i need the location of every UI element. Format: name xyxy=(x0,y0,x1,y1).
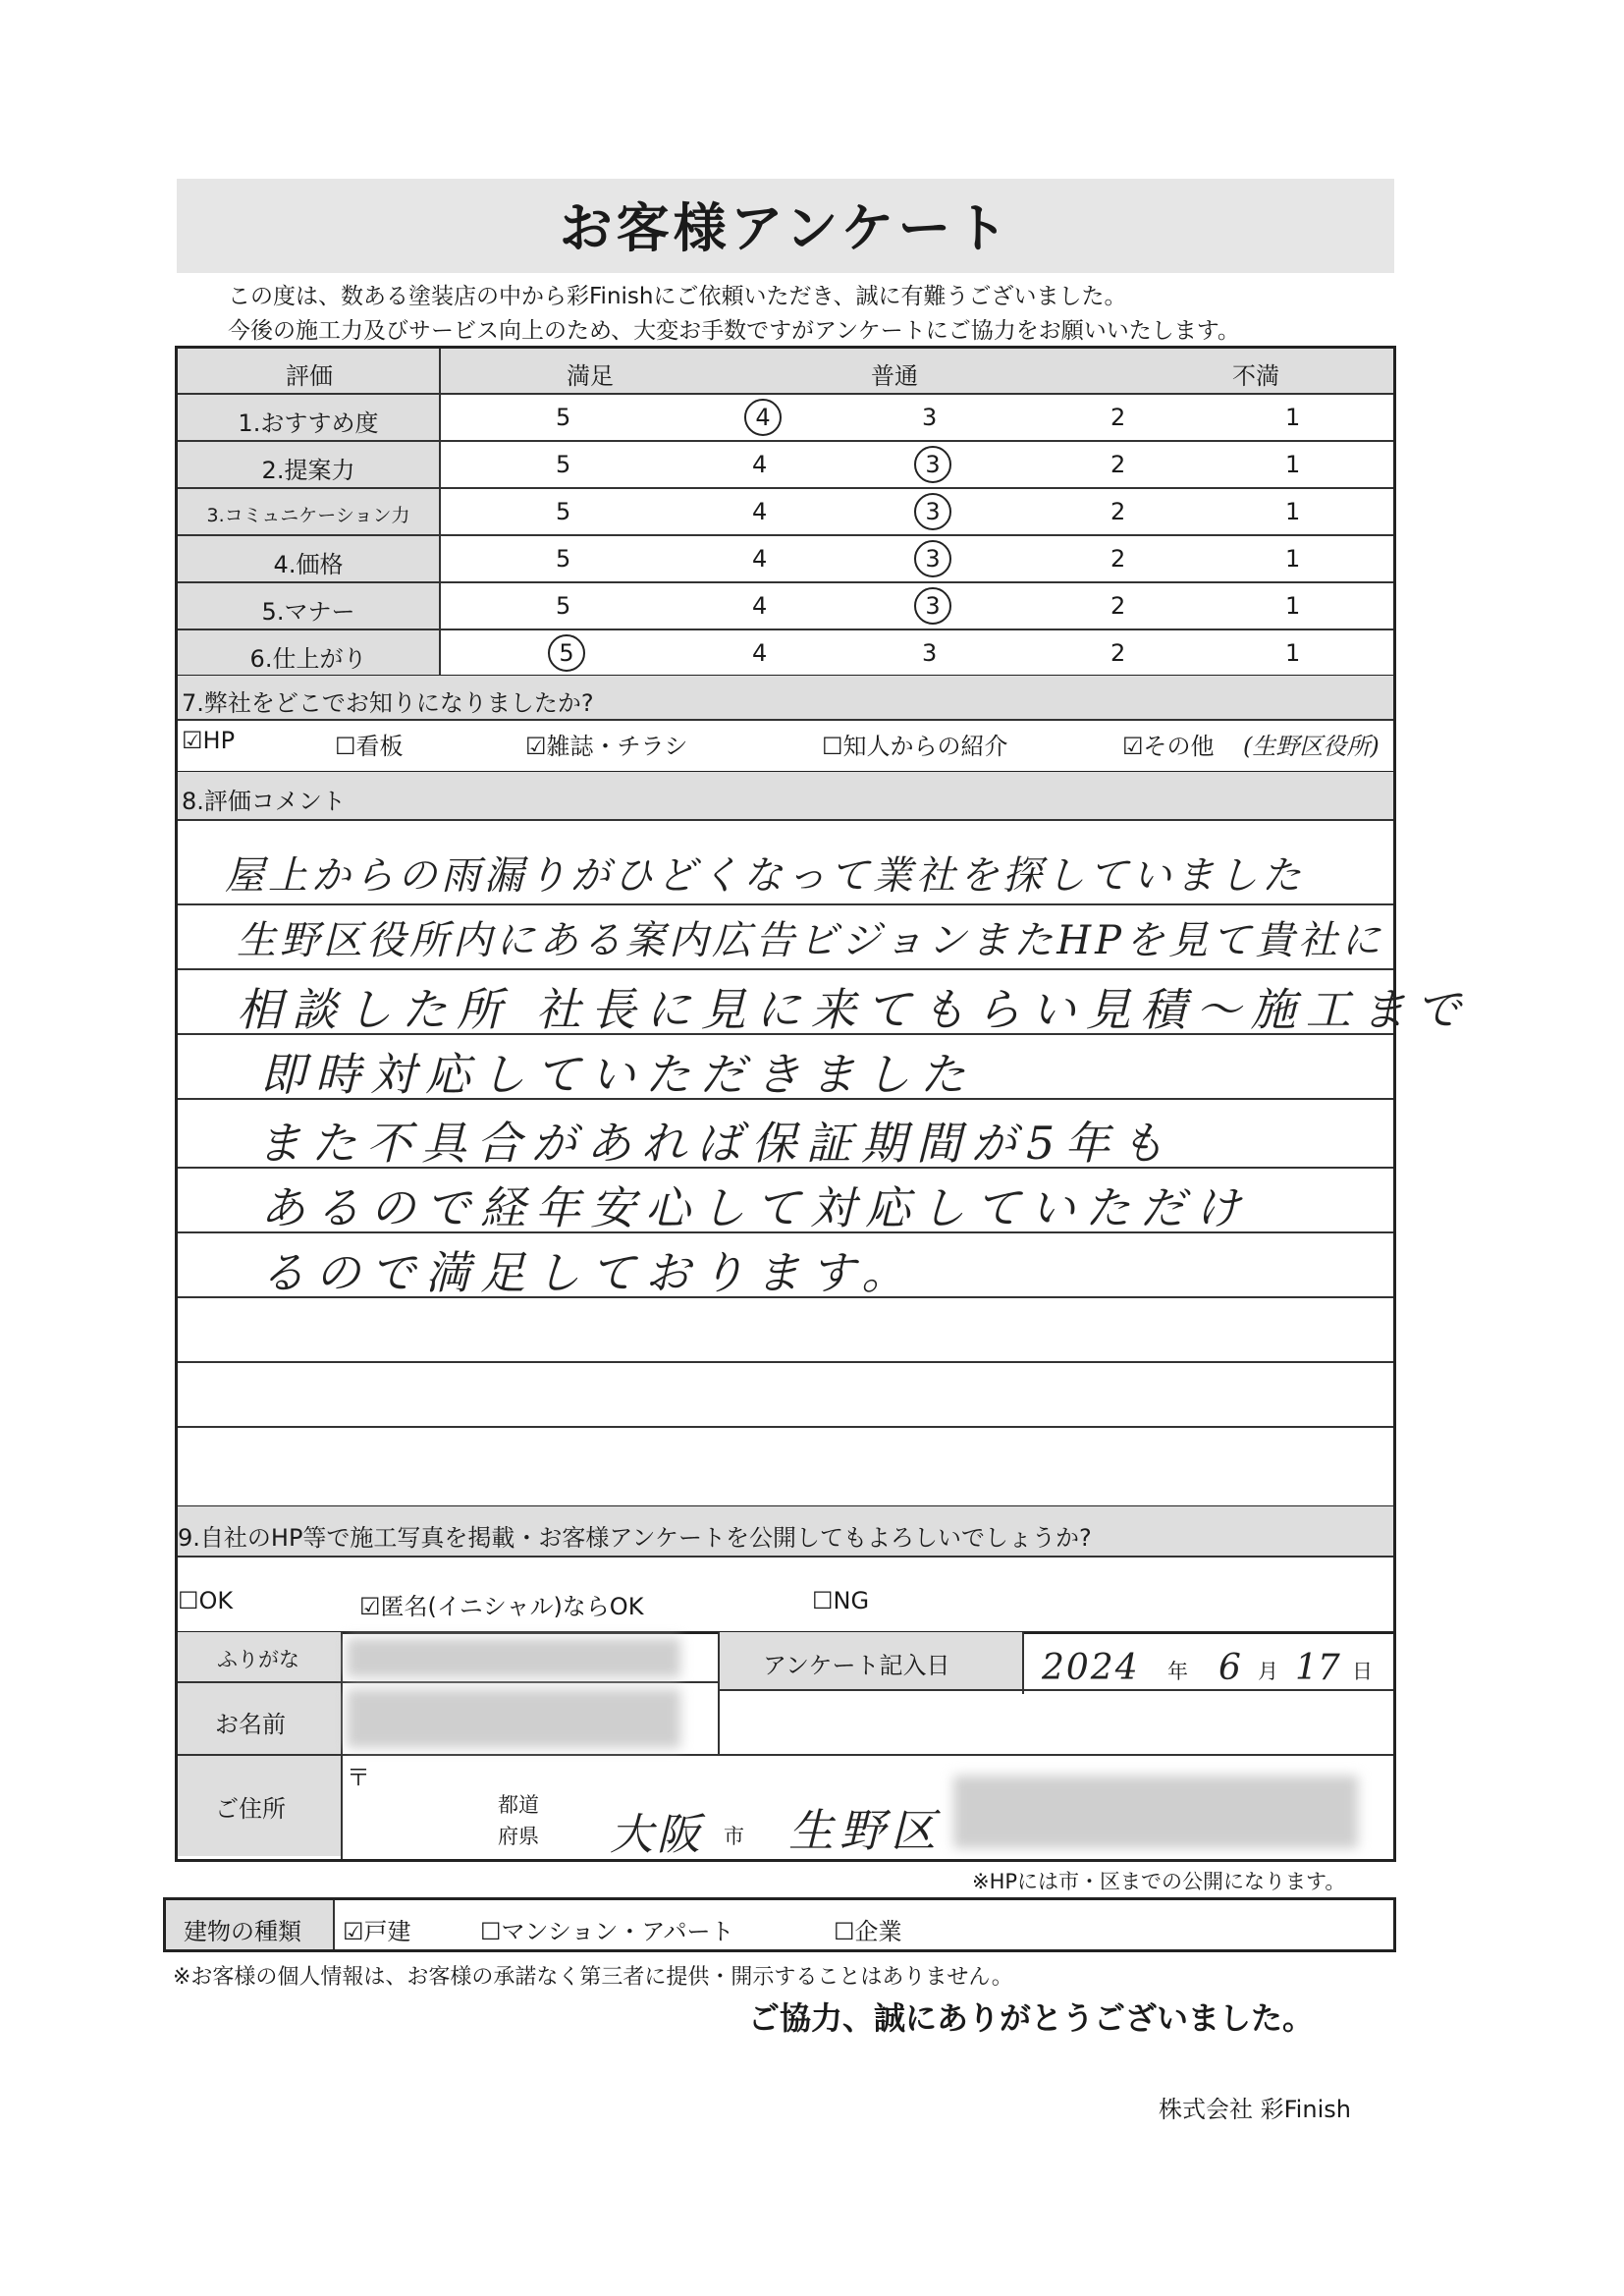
rating-label: 3.コミュニケーション力 xyxy=(206,505,410,526)
rating-label: 5.マナー xyxy=(261,598,355,626)
survey-date-day-unit: 日 xyxy=(1352,1660,1373,1683)
rating-option[interactable]: 2 xyxy=(1110,592,1126,620)
rating-option[interactable]: 2 xyxy=(1110,545,1126,573)
rating-option[interactable]: 2 xyxy=(1110,404,1126,431)
rating-option[interactable]: 5 xyxy=(556,592,571,620)
rating-selected-circle: 3 xyxy=(914,540,951,577)
checkbox-icon: ☐ xyxy=(822,733,843,760)
city-label: 市 xyxy=(724,1825,744,1848)
rating-header-neutral: 普通 xyxy=(871,362,918,390)
address-field[interactable] xyxy=(953,1776,1358,1848)
building-section xyxy=(163,1897,1396,1952)
rating-label: 1.おすすめ度 xyxy=(238,410,379,437)
rating-option[interactable] xyxy=(752,399,782,436)
rating-header-dissatisfied: 不満 xyxy=(1232,362,1279,390)
rating-option[interactable]: 1 xyxy=(1285,545,1301,573)
rating-selected-circle: 4 xyxy=(744,399,782,436)
q7-option-signboard[interactable]: ☐看板 xyxy=(335,733,404,760)
rating-option[interactable]: 4 xyxy=(752,451,768,478)
comment-line: 生野区役所内にある案内広告ビジョンまたHPを見て貴社に xyxy=(237,918,1384,963)
checkbox-icon: ☐ xyxy=(178,1587,199,1614)
rating-option[interactable] xyxy=(922,493,951,530)
prefecture-label-2: 府県 xyxy=(498,1825,539,1848)
q8-section xyxy=(175,772,1471,1508)
comment-line: 相談した所 社長に見に来てもらい見積〜施工まで xyxy=(237,983,1471,1036)
rating-option[interactable]: 5 xyxy=(556,498,571,525)
rating-header-satisfied: 満足 xyxy=(567,362,614,390)
rating-option[interactable] xyxy=(922,446,951,483)
checkbox-icon: ☑ xyxy=(343,1918,364,1945)
checkbox-icon: ☑ xyxy=(1122,733,1144,760)
q9-section xyxy=(175,1506,1396,1634)
q7-option-other[interactable]: ☑その他 xyxy=(1122,733,1215,760)
rating-option[interactable]: 4 xyxy=(752,498,768,525)
rating-option[interactable]: 3 xyxy=(922,404,938,431)
checkbox-icon: ☐ xyxy=(834,1918,855,1945)
comment-line: 屋上からの雨漏りがひどくなって業社を探していました xyxy=(225,853,1305,899)
rating-option[interactable]: 1 xyxy=(1285,451,1301,478)
rating-option[interactable]: 3 xyxy=(922,639,938,667)
address-label: ご住所 xyxy=(215,1795,286,1823)
comment-line: 即時対応していただきました xyxy=(260,1048,975,1101)
checkbox-icon: ☑ xyxy=(182,727,203,754)
building-label: 建物の種類 xyxy=(184,1918,301,1945)
rating-option[interactable]: 2 xyxy=(1110,451,1126,478)
survey-date-year[interactable]: 2024 xyxy=(1042,1648,1140,1688)
customer-section xyxy=(175,1632,1396,1862)
comment-line: あるので経年安心して対応していただけ xyxy=(260,1181,1250,1234)
rating-option[interactable]: 1 xyxy=(1285,592,1301,620)
intro-line-1: この度は、数ある塗装店の中から彩Finishにご依頼いただき、誠に有難うございました。 xyxy=(228,284,1127,309)
q7-option-referral[interactable]: ☐知人からの紹介 xyxy=(822,733,1008,760)
rating-label: 6.仕上がり xyxy=(249,645,367,673)
q7-other-note: (生野区役所) xyxy=(1243,733,1380,760)
comment-line: また不具合があれば保証期間が5年も xyxy=(256,1117,1175,1170)
prefecture-label-1: 都道 xyxy=(498,1793,539,1817)
rating-label: 4.価格 xyxy=(273,551,344,578)
postal-mark: 〒 xyxy=(347,1764,370,1791)
checkbox-icon: ☐ xyxy=(812,1587,834,1614)
address-note: ※HPには市・区までの公開になります。 xyxy=(972,1870,1346,1893)
q9-question: 9.自社のHP等で施工写真を掲載・お客様アンケートを公開してもよろしいでしょうか? xyxy=(178,1524,1092,1552)
furigana-field[interactable] xyxy=(347,1638,680,1677)
company-name: 株式会社 彩Finish xyxy=(1159,2096,1351,2123)
name-field[interactable] xyxy=(347,1689,680,1748)
survey-date-month[interactable]: 6 xyxy=(1218,1648,1241,1688)
ward-value[interactable]: 生野区 xyxy=(788,1804,942,1857)
survey-date-month-unit: 月 xyxy=(1258,1660,1278,1683)
privacy-note: ※お客様の個人情報は、お客様の承諾なく第三者に提供・開示することはありません。 xyxy=(173,1965,1013,1990)
furigana-label: ふりがな xyxy=(217,1648,299,1671)
q9-option-ng[interactable]: ☐NG xyxy=(812,1587,870,1614)
building-option-company[interactable]: ☐企業 xyxy=(834,1918,902,1945)
q7-section xyxy=(175,676,1396,774)
survey-date-year-unit: 年 xyxy=(1167,1660,1188,1683)
rating-option[interactable]: 5 xyxy=(556,545,571,573)
rating-option[interactable]: 5 xyxy=(556,451,571,478)
rating-selected-circle: 3 xyxy=(914,446,951,483)
rating-option[interactable]: 4 xyxy=(752,545,768,573)
q9-option-anonymous[interactable]: ☑匿名(イニシャル)ならOK xyxy=(359,1593,644,1620)
rating-option[interactable] xyxy=(556,634,585,672)
page-title: お客様アンケート xyxy=(559,197,1012,259)
prefecture-value[interactable]: 大阪 xyxy=(610,1810,704,1860)
rating-selected-circle: 5 xyxy=(548,634,585,672)
rating-option[interactable] xyxy=(922,540,951,577)
comment-line: るので満足しております。 xyxy=(260,1246,917,1299)
checkbox-icon: ☐ xyxy=(480,1918,502,1945)
name-label: お名前 xyxy=(215,1711,286,1738)
survey-date-label: アンケート記入日 xyxy=(763,1652,950,1679)
survey-date-day[interactable]: 17 xyxy=(1295,1648,1340,1688)
q9-option-ok[interactable]: ☐OK xyxy=(178,1587,234,1614)
rating-option[interactable]: 1 xyxy=(1285,498,1301,525)
thanks-message: ご協力、誠にありがとうございました。 xyxy=(748,1999,1315,2037)
q7-question: 7.弊社をどこでお知りになりましたか? xyxy=(182,689,594,717)
checkbox-icon: ☑ xyxy=(359,1593,381,1620)
rating-option[interactable]: 1 xyxy=(1285,639,1301,667)
q8-question: 8.評価コメント xyxy=(182,788,346,815)
rating-option[interactable]: 1 xyxy=(1285,404,1301,431)
rating-option[interactable]: 2 xyxy=(1110,639,1126,667)
checkbox-icon: ☑ xyxy=(525,733,547,760)
rating-option[interactable]: 4 xyxy=(752,592,768,620)
rating-option[interactable]: 5 xyxy=(556,404,571,431)
rating-header-item: 評価 xyxy=(286,362,333,390)
rating-table xyxy=(175,346,1396,678)
checkbox-icon: ☐ xyxy=(335,733,356,760)
q7-option-magazine[interactable]: ☑雑誌・チラシ xyxy=(525,733,688,760)
q7-option-hp[interactable]: ☑HP xyxy=(182,727,236,754)
intro-line-2: 今後の施工力及びサービス向上のため、大変お手数ですがアンケートにご協力をお願いいたします。 xyxy=(228,318,1240,344)
rating-option[interactable]: 4 xyxy=(752,639,768,667)
rating-selected-circle: 3 xyxy=(914,587,951,625)
rating-selected-circle: 3 xyxy=(914,493,951,530)
building-option-apartment[interactable]: ☐マンション・アパート xyxy=(480,1918,734,1945)
rating-option[interactable] xyxy=(922,587,951,625)
rating-option[interactable]: 2 xyxy=(1110,498,1126,525)
rating-label: 2.提案力 xyxy=(261,457,355,484)
building-option-house[interactable]: ☑戸建 xyxy=(343,1918,411,1945)
